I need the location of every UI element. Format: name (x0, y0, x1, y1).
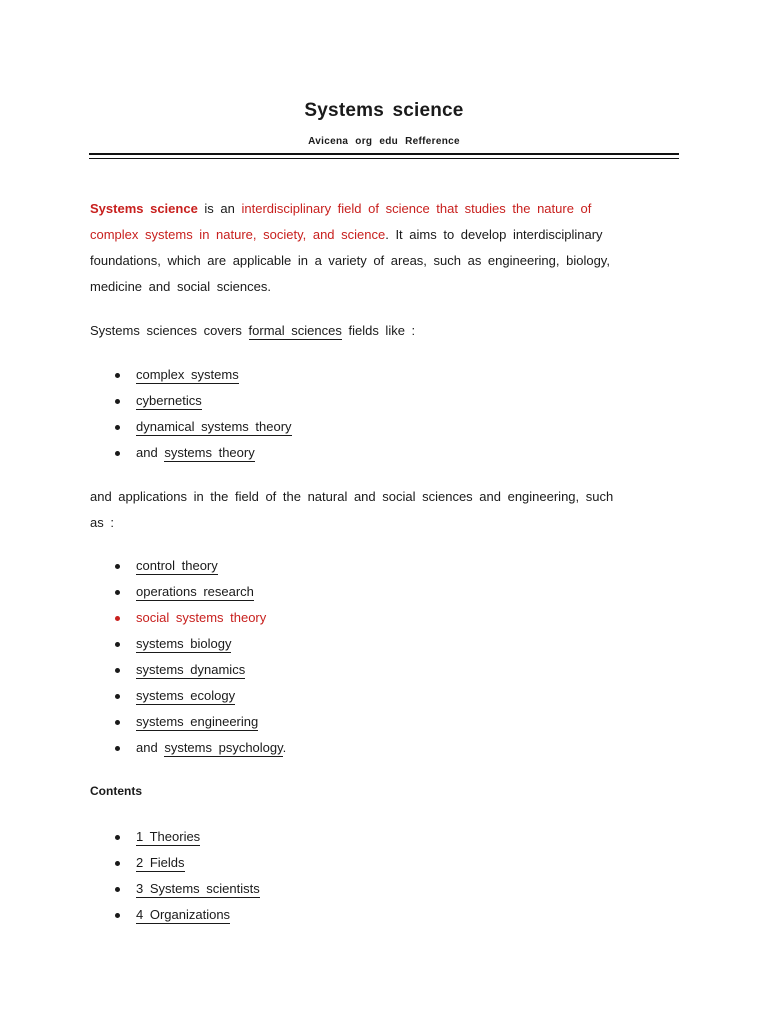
title-divider-thin (89, 158, 679, 159)
dynamical-systems-theory-link[interactable]: dynamical systems theory (136, 419, 292, 434)
systems-psychology-link[interactable]: systems psychology (164, 740, 283, 755)
list-item (112, 388, 292, 414)
list-item (112, 440, 292, 466)
applications-paragraph (90, 484, 662, 536)
covers-prefix: Systems sciences covers (90, 323, 249, 338)
list-item (112, 414, 292, 440)
applications-line2: as : (90, 515, 114, 530)
list-item (112, 631, 286, 657)
contents-link-theories[interactable]: 1 Theories (136, 829, 201, 844)
list-item (112, 362, 292, 388)
covers-paragraph (90, 318, 662, 344)
intro-line4: medicine and social sciences. (90, 279, 271, 294)
formal-sciences-list (112, 362, 292, 466)
intro-line3: foundations, which are applicable in a variety of areas, such as engineering, biology, (90, 253, 610, 268)
intro-definition-line2: complex systems in nature, society, and science (90, 227, 386, 242)
list-item (112, 902, 260, 928)
control-theory-link[interactable]: control theory (136, 558, 218, 573)
intro-rest-line2: . It aims to develop interdisciplinary (385, 227, 603, 242)
systems-theory-link[interactable]: systems theory (164, 445, 255, 460)
list-item (112, 735, 286, 761)
contents-link-organizations[interactable]: 4 Organizations (136, 907, 231, 922)
intro-is-an: is an (197, 201, 242, 216)
list-item (112, 709, 286, 735)
page-title: Systems science (304, 100, 464, 121)
list-item (112, 850, 260, 876)
complex-systems-link[interactable]: complex systems (136, 367, 239, 382)
applications-line1: and applications in the field of the natural and social sciences and engineering, such (90, 489, 614, 504)
list-item (112, 876, 260, 902)
contents-link-fields[interactable]: 2 Fields (136, 855, 185, 870)
intro-definition-line1: interdisciplinary field of science that studies the nature of (241, 201, 592, 216)
list-item (112, 553, 286, 579)
page-subtitle: Avicena org edu Refference (308, 136, 460, 147)
applications-list (112, 553, 286, 761)
contents-link-systems-scientists[interactable]: 3 Systems scientists (136, 881, 260, 896)
systems-biology-link[interactable]: systems biology (136, 636, 232, 651)
contents-heading: Contents (90, 784, 142, 798)
systems-engineering-link[interactable]: systems engineering (136, 714, 259, 729)
social-systems-theory-text: social systems theory (136, 610, 267, 625)
intro-term: Systems science (90, 201, 198, 216)
systems-ecology-link[interactable]: systems ecology (136, 688, 236, 703)
contents-list (112, 824, 260, 928)
list-item-prefix: and (136, 740, 165, 755)
formal-sciences-link[interactable]: formal sciences (248, 323, 342, 338)
systems-dynamics-link[interactable]: systems dynamics (136, 662, 246, 677)
intro-paragraph (90, 196, 662, 300)
title-divider-thick (89, 153, 679, 155)
list-item (112, 605, 286, 631)
list-item (112, 579, 286, 605)
operations-research-link[interactable]: operations research (136, 584, 254, 599)
list-item (112, 683, 286, 709)
list-item-suffix: . (282, 740, 287, 755)
list-item-prefix: and (136, 445, 165, 460)
list-item (112, 657, 286, 683)
cybernetics-link[interactable]: cybernetics (136, 393, 202, 408)
list-item (112, 824, 260, 850)
covers-suffix: fields like : (341, 323, 416, 338)
